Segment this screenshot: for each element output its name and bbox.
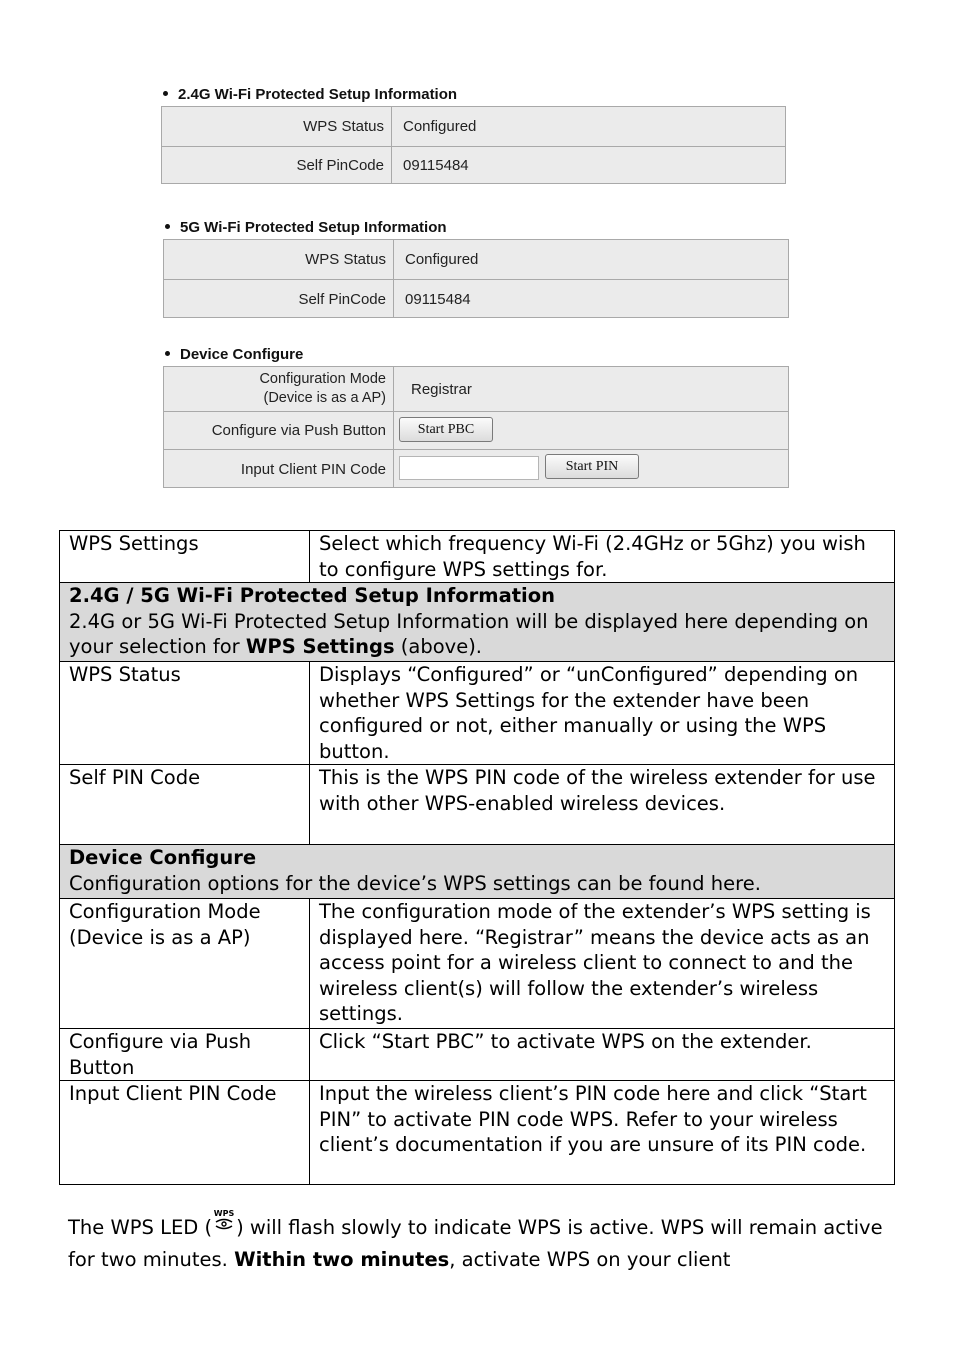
device-configure-table [163,366,789,488]
section-header-text: 2.4G or 5G Wi-Fi Protected Setup Information will be displayed here depending on your selection for [69,609,869,658]
client-pin-row [164,449,788,488]
wps-status-label: WPS Status [162,107,392,146]
table-row [60,1029,895,1081]
wifi24-pincode-row [162,146,785,184]
term-cell: WPS Settings [60,531,310,583]
push-button-label: Configure via Push Button [164,412,394,449]
table-row [60,662,895,765]
config-mode-label [164,367,394,411]
section-header-title: 2.4G / 5G Wi-Fi Protected Setup Information [69,584,556,607]
wifi5-status-row [164,240,788,279]
term-cell: WPS Status [60,662,310,765]
settings-description-table [59,530,895,1185]
self-pincode-label: Self PinCode [162,147,392,184]
description-cell: Select which frequency Wi-Fi (2.4GHz or 5Ghz) you wish to configure WPS settings for. [310,531,895,583]
description-cell: Displays “Configured” or “unConfigured” depending on whether WPS Settings for the extender have been configured or not, either manually or using the WPS button. [310,662,895,765]
wifi24-info-table [161,106,786,184]
push-button-row [164,411,788,449]
footer-paragraph [68,1209,898,1274]
wifi24-title-text: 2.4G Wi-Fi Protected Setup Information [178,86,458,103]
client-pin-label: Input Client PIN Code [164,450,394,488]
wifi5-section-title [165,219,447,236]
start-pin-button[interactable]: Start PIN [545,454,639,479]
wifi24-status-row [162,107,785,146]
term-cell: Configure via Push Button [60,1029,310,1081]
bullet-icon [165,351,170,356]
self-pincode-value: 09115484 [405,290,471,308]
wifi5-title-text: 5G Wi-Fi Protected Setup Information [180,219,447,236]
description-cell: This is the WPS PIN code of the wireless extender for use with other WPS-enabled wireless devices. [310,765,895,845]
wps-status-label: WPS Status [164,240,394,279]
bullet-icon [165,224,170,229]
term-cell: Self PIN Code [60,765,310,845]
bullet-icon [163,91,168,96]
description-cell: Input the wireless client’s PIN code here and click “Start PIN” to activate PIN code WPS. Refer to your wireless client’s documentation if you are unsure of its PIN code. [310,1081,895,1185]
wps-led-icon-label: WPS [213,1209,235,1218]
config-mode-label-line2: (Device is as a AP) [263,390,386,406]
table-row [60,845,895,899]
section-header-text-end: (above). [394,635,483,658]
config-mode-value: Registrar [411,380,472,398]
footer-text-part3: , activate WPS on your client [449,1248,731,1271]
footer-text-bold: Within two minutes [234,1248,450,1271]
table-row [60,1081,895,1185]
table-row [60,583,895,662]
wps-status-value: Configured [405,251,479,268]
footer-text-part1: The WPS LED ( [68,1216,213,1239]
table-row [60,765,895,845]
config-mode-label-line1: Configuration Mode [259,371,386,387]
device-title-text: Device Configure [180,346,304,363]
wifi5-info-table [163,239,789,318]
section-header-cell [60,845,895,899]
device-section-title [165,346,303,363]
wps-status-value: Configured [403,118,477,135]
term-cell: Configuration Mode (Device is as a AP) [60,899,310,1029]
description-cell: The configuration mode of the extender’s WPS setting is displayed here. “Registrar” means the device acts as an access point for a wireless client to connect to and the wireless client(s) will follow the extender’s wireless settings. [310,899,895,1029]
self-pincode-label: Self PinCode [164,280,394,318]
wifi5-pincode-row [164,279,788,318]
section-header-bold: WPS Settings [245,635,395,658]
self-pincode-value: 09115484 [403,157,469,174]
table-row [60,899,895,1029]
section-header-title: Device Configure [69,846,257,869]
description-cell: Click “Start PBC” to activate WPS on the extender. [310,1029,895,1081]
term-cell: Input Client PIN Code [60,1081,310,1185]
section-header-text: Configuration options for the device’s WPS settings can be found here. [69,871,761,895]
table-row [60,531,895,583]
config-mode-row [164,367,788,411]
client-pin-input[interactable] [399,456,539,480]
start-pbc-button[interactable]: Start PBC [399,417,493,442]
wifi24-section-title [163,86,457,103]
wps-led-icon [212,1208,236,1240]
footer-text-part2: ) will flash slowly to indicate WPS is active. WPS will remain active for two minutes. [68,1216,883,1271]
section-header-cell [60,583,895,662]
